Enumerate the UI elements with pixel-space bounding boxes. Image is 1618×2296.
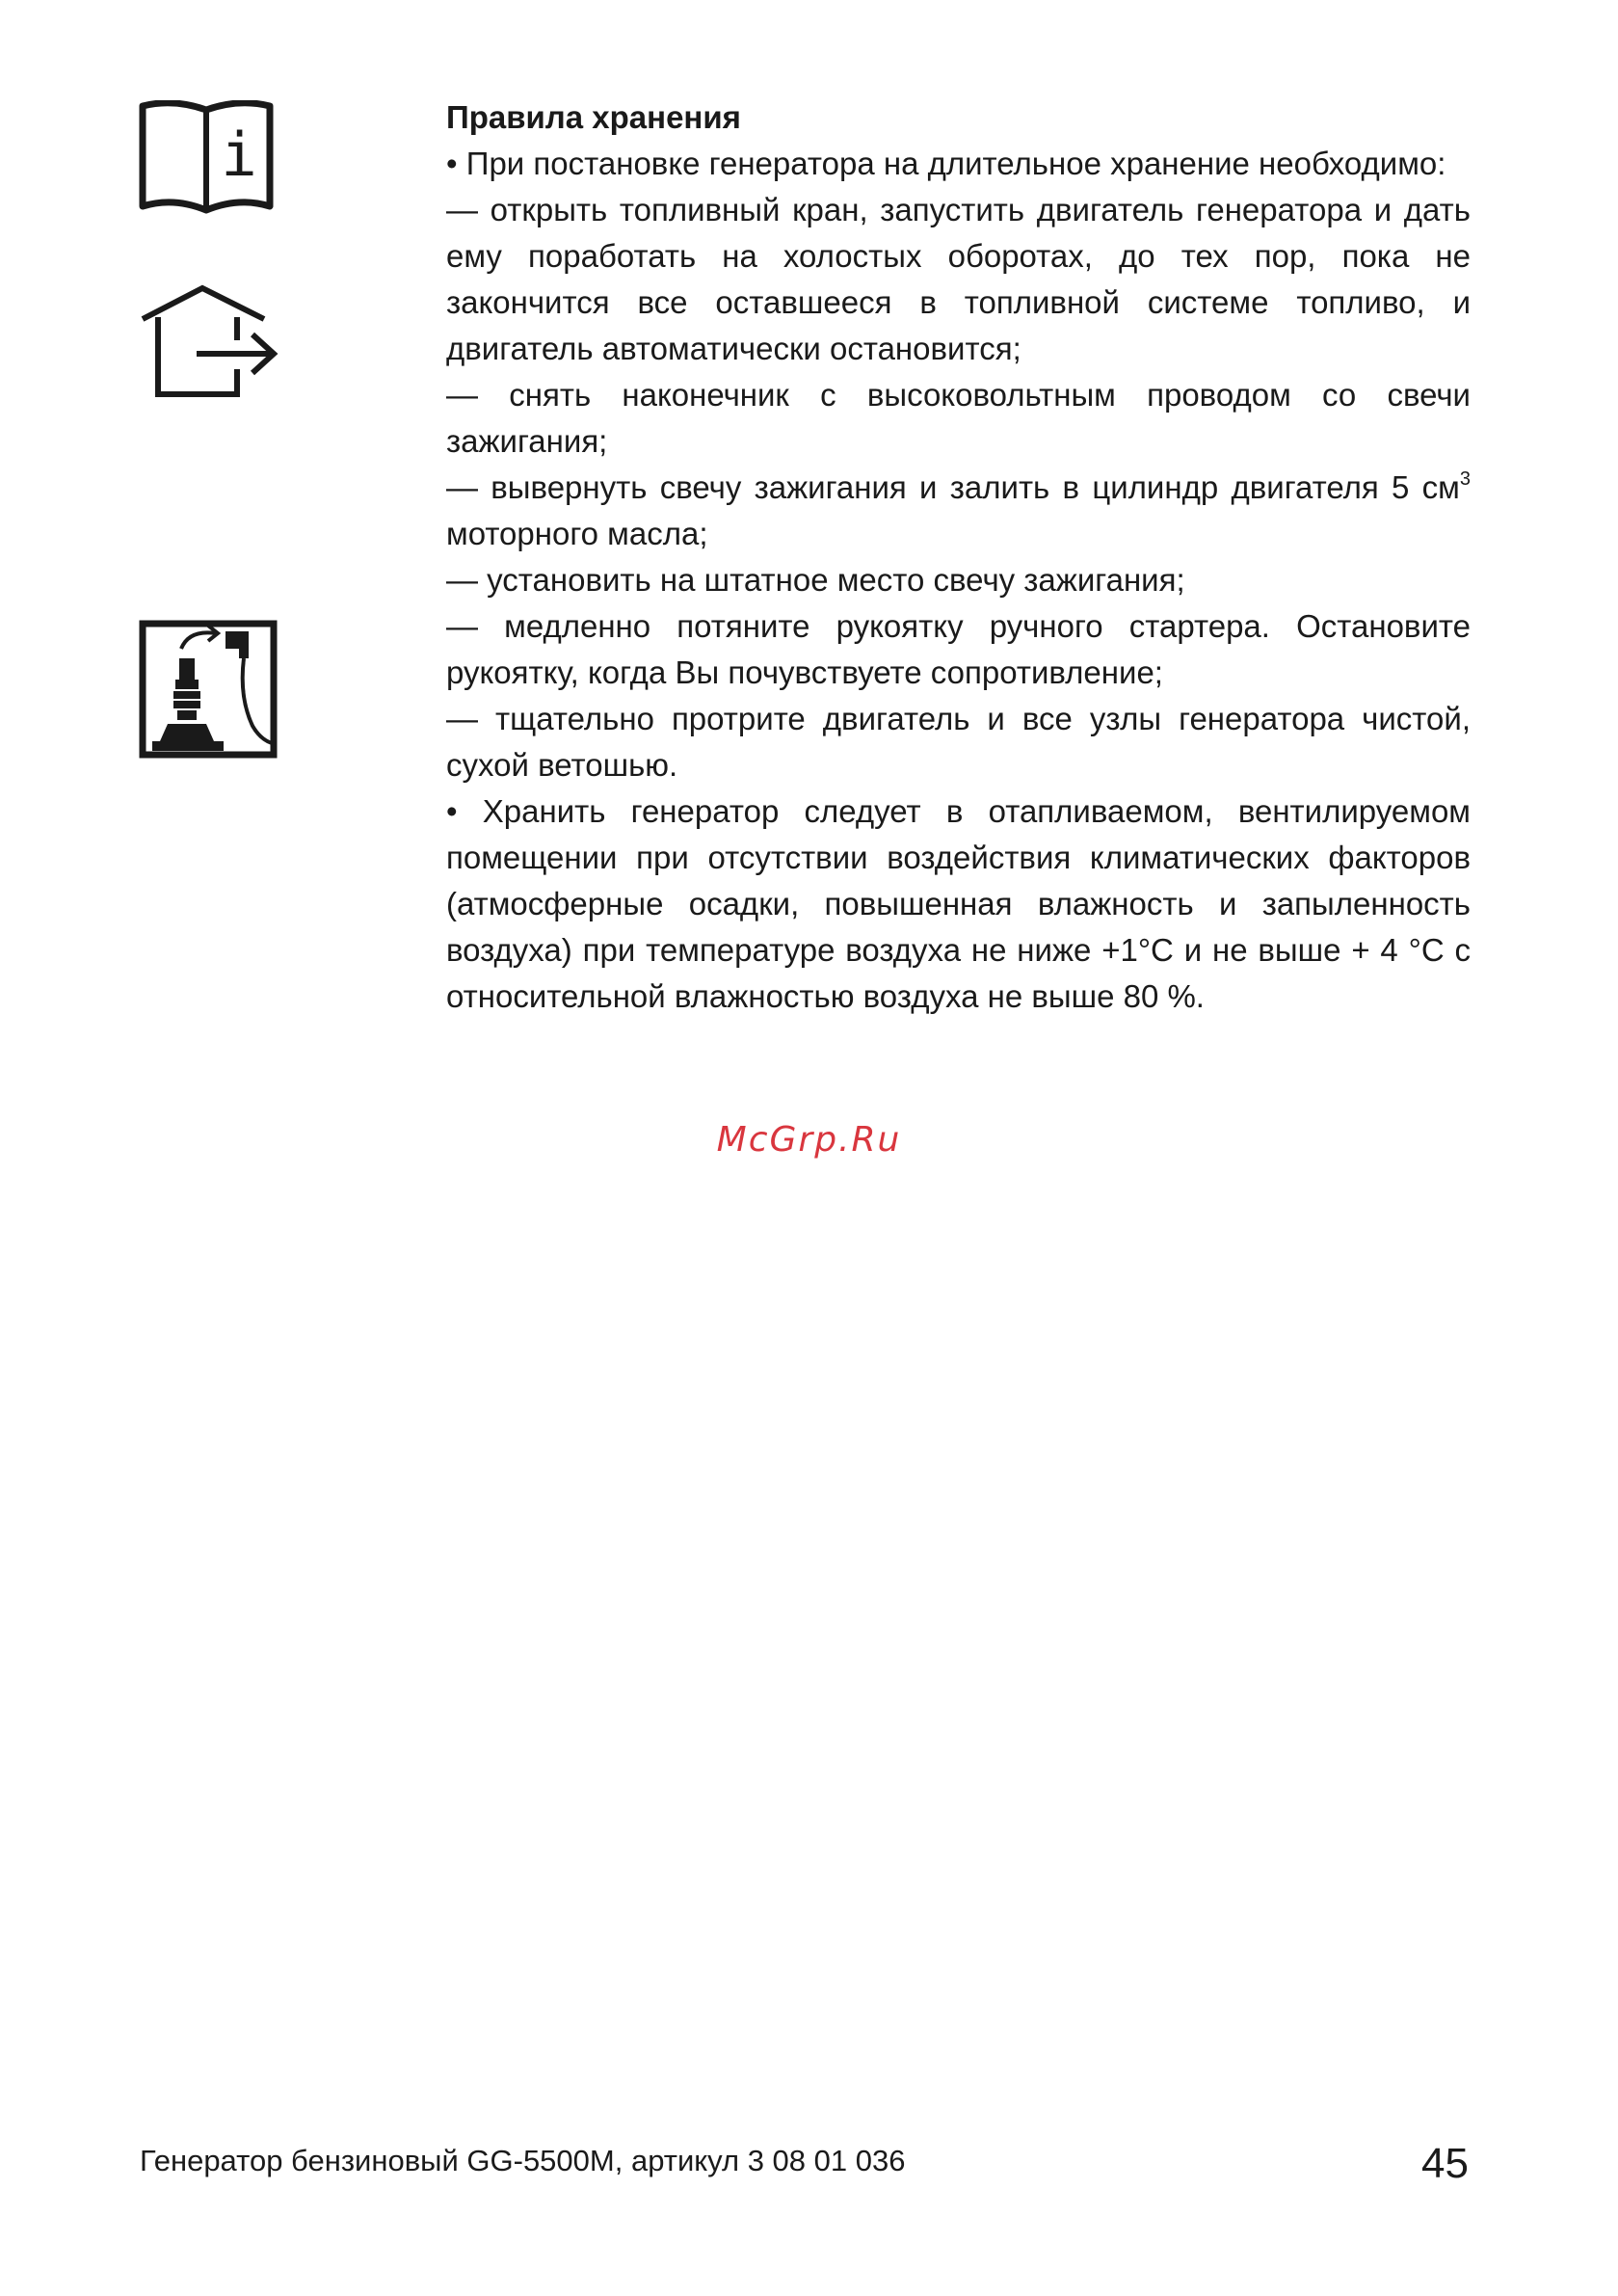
svg-text:i: i (221, 120, 257, 190)
spark-plug-text: — вывернуть свечу зажигания и залить в цилиндр двигателя 5 см (446, 469, 1460, 505)
paragraph-install-plug: — установить на штатное место свечу зажигания; (446, 562, 1185, 598)
page-number: 45 (1421, 2140, 1469, 2187)
paragraph-cap: — снять наконечник с высоковольтным проводом со свечи зажигания; (446, 377, 1471, 459)
paragraph-spark-plug-oil (446, 465, 1471, 557)
watermark: McGrp.Ru (716, 1120, 902, 1160)
section-heading: Правила хранения (446, 99, 741, 135)
cube-superscript: 3 (1459, 468, 1471, 490)
paragraph-storage-conditions: • Хранить генератор следует в отапливаемом, вентилируемом помещении при отсутствии воздействия климатических факторов (атмосферные осадки, повышенная влажность и запыленность воздуха) при температуре воздуха не ниже +1°С и не выше + 4 °С с относительной влажностью воздуха не выше 80 %. (446, 793, 1471, 1014)
paragraph-intro: • При постановке генератора на длительное хранение необходимо: (446, 146, 1446, 181)
footer-product: Генератор бензиновый GG-5500M, артикул 3 08 01 036 (140, 2144, 906, 2177)
storage-rules-section (446, 94, 1471, 1020)
spark-plug-text-end: моторного масла; (446, 516, 708, 551)
spark-plug-cap-icon (139, 620, 278, 759)
paragraph-clean: — тщательно протрите двигатель и все узлы генератора чистой, сухой ветошью. (446, 701, 1471, 783)
paragraph-fuel: — открыть топливный кран, запустить двигатель генератора и дать ему поработать на холостых оборотах, до тех пор, пока не закончится все оставшееся в топливной системе топливо, и двигатель автоматически остановится; (446, 192, 1471, 366)
paragraph-starter: — медленно потяните рукоятку ручного стартера. Остановите рукоятку, когда Вы почувствуете сопротивление; (446, 608, 1471, 690)
house-exit-icon (139, 284, 279, 400)
book-info-icon (139, 100, 274, 214)
